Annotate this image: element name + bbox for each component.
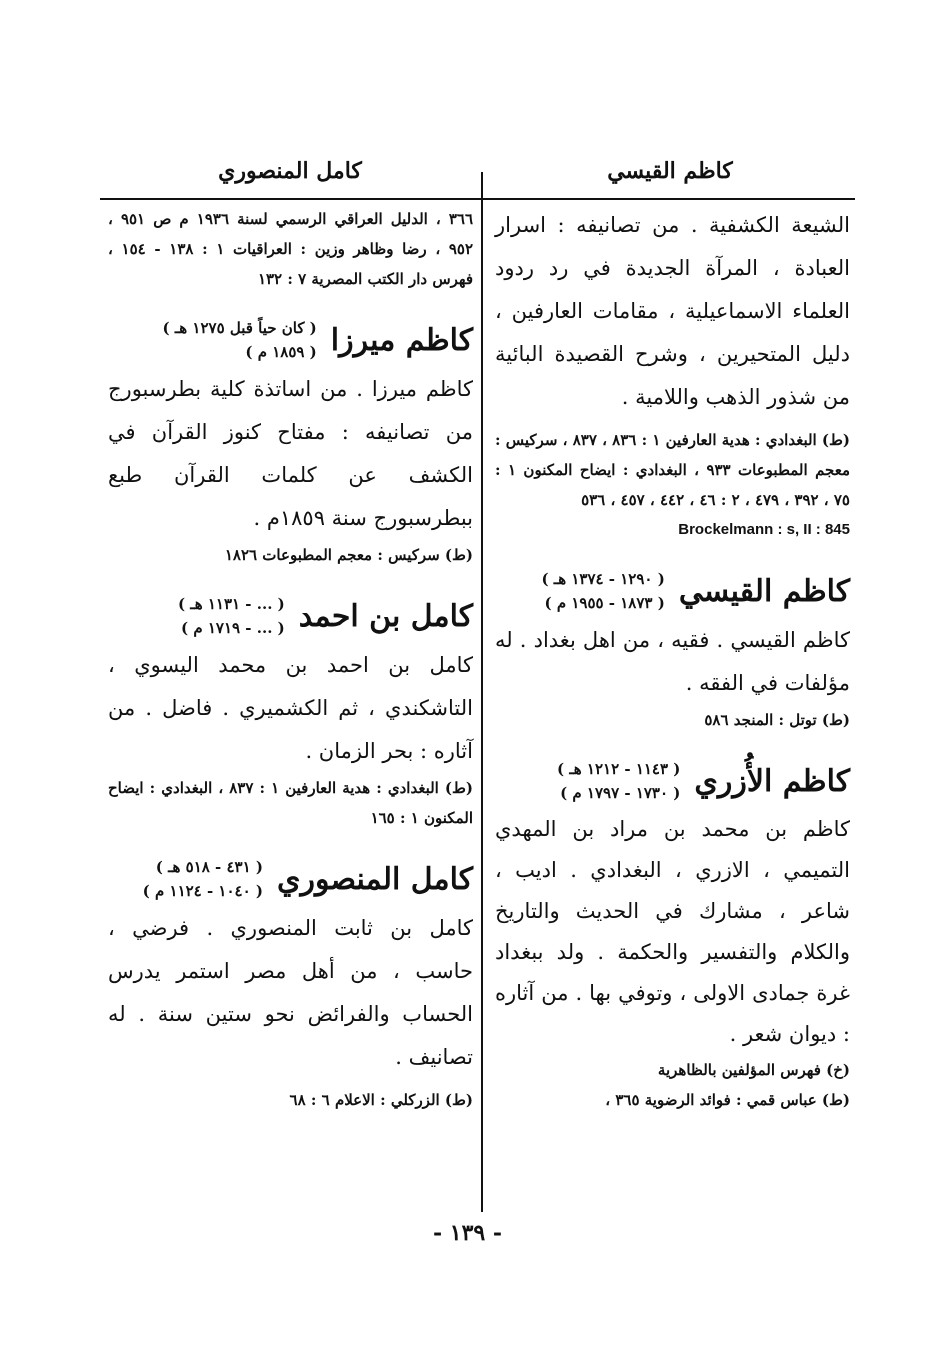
date-hijri: ( ... - ١١٣١ هـ )	[177, 595, 285, 613]
entry-references: (ط) الزركلي : الاعلام ٦ : ٦٨	[289, 1091, 473, 1109]
entry-dates	[143, 855, 263, 903]
intro-text: الشيعة الكشفية . من تصانيفه : اسرار العبادة ، المرآة الجديدة في رد ردود العلماء الاسماعيلية ، مقامات العارفين ، دليل المتحيرين ، وشرح القصيدة البائية من شذور الذهب واللامية .	[495, 213, 850, 409]
entry-references: (ط) البغدادي : هدية العارفين ١ : ٨٣٧ ، البغدادي : ايضاح المكنون ١ : ١٦٥	[108, 779, 473, 827]
entry-references: (ط) عباس قمي : فوائد الرضوية ٣٦٥ ،	[605, 1091, 850, 1109]
right-column-header: كاظم القيسي	[607, 158, 733, 184]
date-gregorian: ( ١٨٧٣ - ١٩٥٥ م )	[544, 594, 665, 612]
entry-text: كاظم بن محمد بن مراد بن المهدي التميمي ، الازري ، البغدادي . اديب ، شاعر ، مشارك في الحديث والتاريخ والكلام والتفسير والحكمة . ولد ببغداد غرة جمادى الاولى ، وتوفي بها . من آثاره : ديوان شعر .	[495, 817, 850, 1046]
entry-name: كامل بن احمد	[298, 598, 473, 634]
date-gregorian: ( ١٠٤٠ - ١١٢٤ م )	[142, 882, 263, 900]
header-rule	[100, 198, 855, 200]
entry-name: كاظم الأُزري	[694, 763, 850, 799]
entry-references: (ط) سركيس : معجم المطبوعات ١٨٢٦	[224, 546, 473, 564]
entry-text: كاظم القيسي . فقيه ، من اهل بغداد . له مؤلفات في الفقه .	[495, 628, 850, 695]
entry-heading	[108, 855, 473, 903]
entry-dates	[541, 567, 664, 615]
entry-dates	[163, 316, 317, 364]
date-hijri: ( ١١٤٣ - ١٢١٢ هـ )	[557, 760, 681, 778]
date-hijri: ( كان حياً قبل ١٢٧٥ هـ )	[162, 319, 317, 337]
left-column	[108, 204, 473, 1115]
entry-text: كاظم ميرزا . من اساتذة كلية بطرسبورج من تصانيفه : مفتاح كنوز القرآن في الكشف عن كلمات القرآن طبع ببطرسبورج سنة ١٨٥٩م .	[108, 377, 473, 530]
entry-name: كامل المنصوري	[276, 861, 473, 897]
entry-heading	[108, 316, 473, 364]
entry-text: كامل بن احمد بن محمد اليسوي ، التاشكندي ، ثم الكشميري . فاضل . من آثاره : بحر الزمان .	[108, 653, 473, 763]
entry-heading	[495, 757, 850, 805]
column-divider	[481, 172, 483, 1212]
date-hijri: ( ٤٣١ - ٥١٨ هـ )	[155, 858, 263, 876]
entry-text: كامل بن ثابت المنصوري . فرضي ، حاسب ، من أهل مصر استمر يدرس الحساب والفرائض نحو ستين سنة . له تصانيف .	[108, 916, 473, 1069]
intro-references: (ط) البغدادي : هدية العارفين ١ : ٨٣٦ ، ٨٣٧ ، سركيس : معجم المطبوعات ٩٣٣ ، البغدادي : ايضاح المكنون ١ : ٧٥ ، ٣٩٢ ، ٤٧٩ ، ٢ : ٤٦ ، ٤٤٢ ، ٤٥٧ ، ٥٣٦	[495, 431, 851, 509]
date-gregorian: ( ١٨٥٩ م )	[245, 343, 317, 361]
entry-dates	[178, 592, 285, 640]
date-gregorian: ( ١٧٣٠ - ١٧٩٧ م )	[560, 784, 681, 802]
entry-dates	[557, 757, 680, 805]
entry-references: (خ) فهرس المؤلفين بالظاهرية	[657, 1061, 850, 1079]
entry-references: (ط) توتل : المنجد ٥٨٦	[704, 711, 850, 729]
intro-references: ٣٦٦ ، الدليل العراقي الرسمي لسنة ١٩٣٦ م ص ٩٥١ ، ٩٥٢ ، رضا وظاهر وزين : العراقيات ١ : ١٣٨ - ١٥٤ ، فهرس دار الكتب المصرية ٧ : ١٣٢	[108, 210, 474, 288]
date-hijri: ( ١٢٩٠ - ١٣٧٤ هـ )	[541, 570, 665, 588]
entry-heading	[495, 567, 850, 615]
latin-reference: Brockelmann : s, II : 845	[678, 521, 850, 538]
entry-name: كاظم ميرزا	[330, 322, 473, 358]
page-number: - ١٣٩ -	[432, 1220, 503, 1246]
right-column	[495, 204, 850, 1115]
date-gregorian: ( ... - ١٧١٩ م )	[181, 619, 285, 637]
entry-heading	[108, 592, 473, 640]
left-column-header: كامل المنصوري	[218, 158, 362, 184]
entry-name: كاظم القيسي	[678, 573, 850, 609]
